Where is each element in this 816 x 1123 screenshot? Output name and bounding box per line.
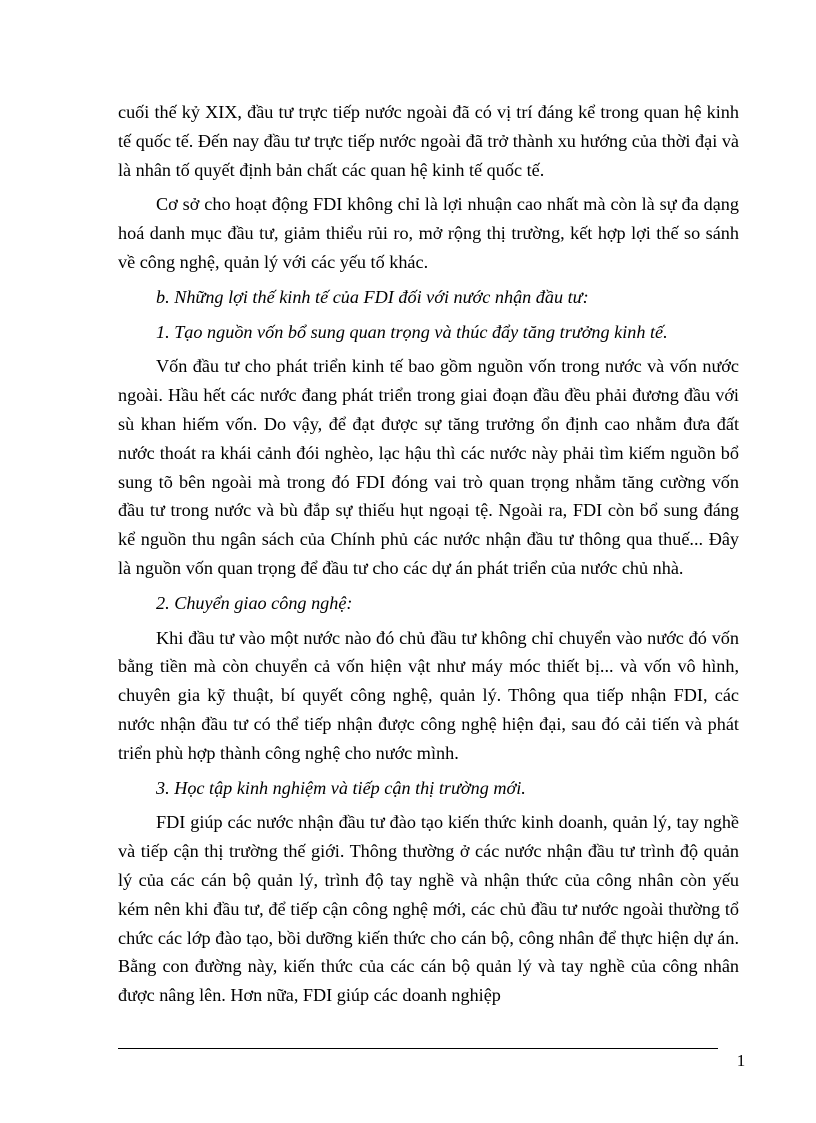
paragraph-fdi-basis: Cơ sở cho hoạt động FDI không chỉ là lợi nhuận cao nhất mà còn là sự đa dạng hoá danh mục đầu tư, giảm thiểu rủi ro, mở rộng thị trường, kết hợp lợi thế so sánh về công nghệ, quản lý với các yếu tố khác. [118, 194, 739, 272]
paragraph-technology-transfer: Khi đầu tư vào một nước nào đó chủ đầu tư không chỉ chuyển vào nước đó vốn bằng tiền mà còn chuyển cả vốn hiện vật như máy móc thiết bị... và vốn vô hình, chuyên gia kỹ thuật, bí quyết công nghệ, quản lý. Thông qua tiếp nhận FDI, các nước nhận đầu tư có thể tiếp nhận được công nghệ hiện đại, sau đó cải tiến và phát triển phù hợp thành công nghệ cho nước mình. [118, 627, 739, 763]
document-body [118, 98, 739, 1016]
subheading-3: 3. Học tập kinh nghiệm và tiếp cận thị trường mới. [156, 777, 526, 798]
paragraph-investment-capital: Vốn đầu tư cho phát triển kinh tế bao gồm nguồn vốn trong nước và vốn nước ngoài. Hầu hết các nước đang phát triển trong giai đoạn đầu đều phải đương đầu với sù khan hiếm vốn. Do vậy, để đạt được sự tăng trưởng ổn định cao nhằm đưa đất nước thoát ra khái cảnh đói nghèo, lạc hậu thì các nước này phải tìm kiếm nguồn bổ sung tõ bên ngoài mà trong đó FDI đóng vai trò quan trọng nhằm tăng cường vốn đầu tư trong nước và bù đắp sự thiếu hụt ngoại tệ. Ngoài ra, FDI còn bổ sung đáng kể nguồn thu ngân sách của Chính phủ các nước nhận đầu tư thông qua thuế... Đây là nguồn vốn quan trọng để đầu tư cho các dự án phát triển của nước chủ nhà. [118, 356, 739, 578]
paragraph-learning-experience: FDI giúp các nước nhận đầu tư đào tạo kiến thức kinh doanh, quản lý, tay nghề và tiếp cận thị trường thế giới. Thông thường ở các nước nhận đầu tư trình độ quản lý của các cán bộ quản lý, trình độ tay nghề và nhận thức của công nhân còn yếu kém nên khi đầu tư, để tiếp cận công nghệ mới, các chủ đầu tư nước ngoài thường tổ chức các lớp đào tạo, bồi dưỡng kiến thức cho cán bộ, công nhân để thực hiện dự án. Bằng con đường này, kiến thức của các cán bộ quản lý và tay nghề của công nhân được nâng lên. Hơn nữa, FDI giúp các doanh nghiệp [118, 812, 739, 1006]
page-number: 1 [736, 1051, 746, 1070]
paragraph-intro-continued: cuối thế kỷ XIX, đầu tư trực tiếp nước ngoài đã có vị trí đáng kể trong quan hệ kinh tế quốc tế. Đến nay đầu tư trực tiếp nước ngoài đã trở thành xu hướng của thời đại và là nhân tố quyết định bản chất các quan hệ kinh tế quốc tế. [118, 102, 739, 180]
subheading-1: 1. Tạo nguồn vốn bổ sung quan trọng và thúc đẩy tăng trưởng kinh tế. [156, 321, 668, 342]
footer-divider [118, 1048, 718, 1049]
section-heading-b: b. Những lợi thế kinh tế của FDI đối với nước nhận đầu tư: [156, 286, 589, 307]
subheading-2: 2. Chuyển giao công nghệ: [156, 592, 353, 613]
